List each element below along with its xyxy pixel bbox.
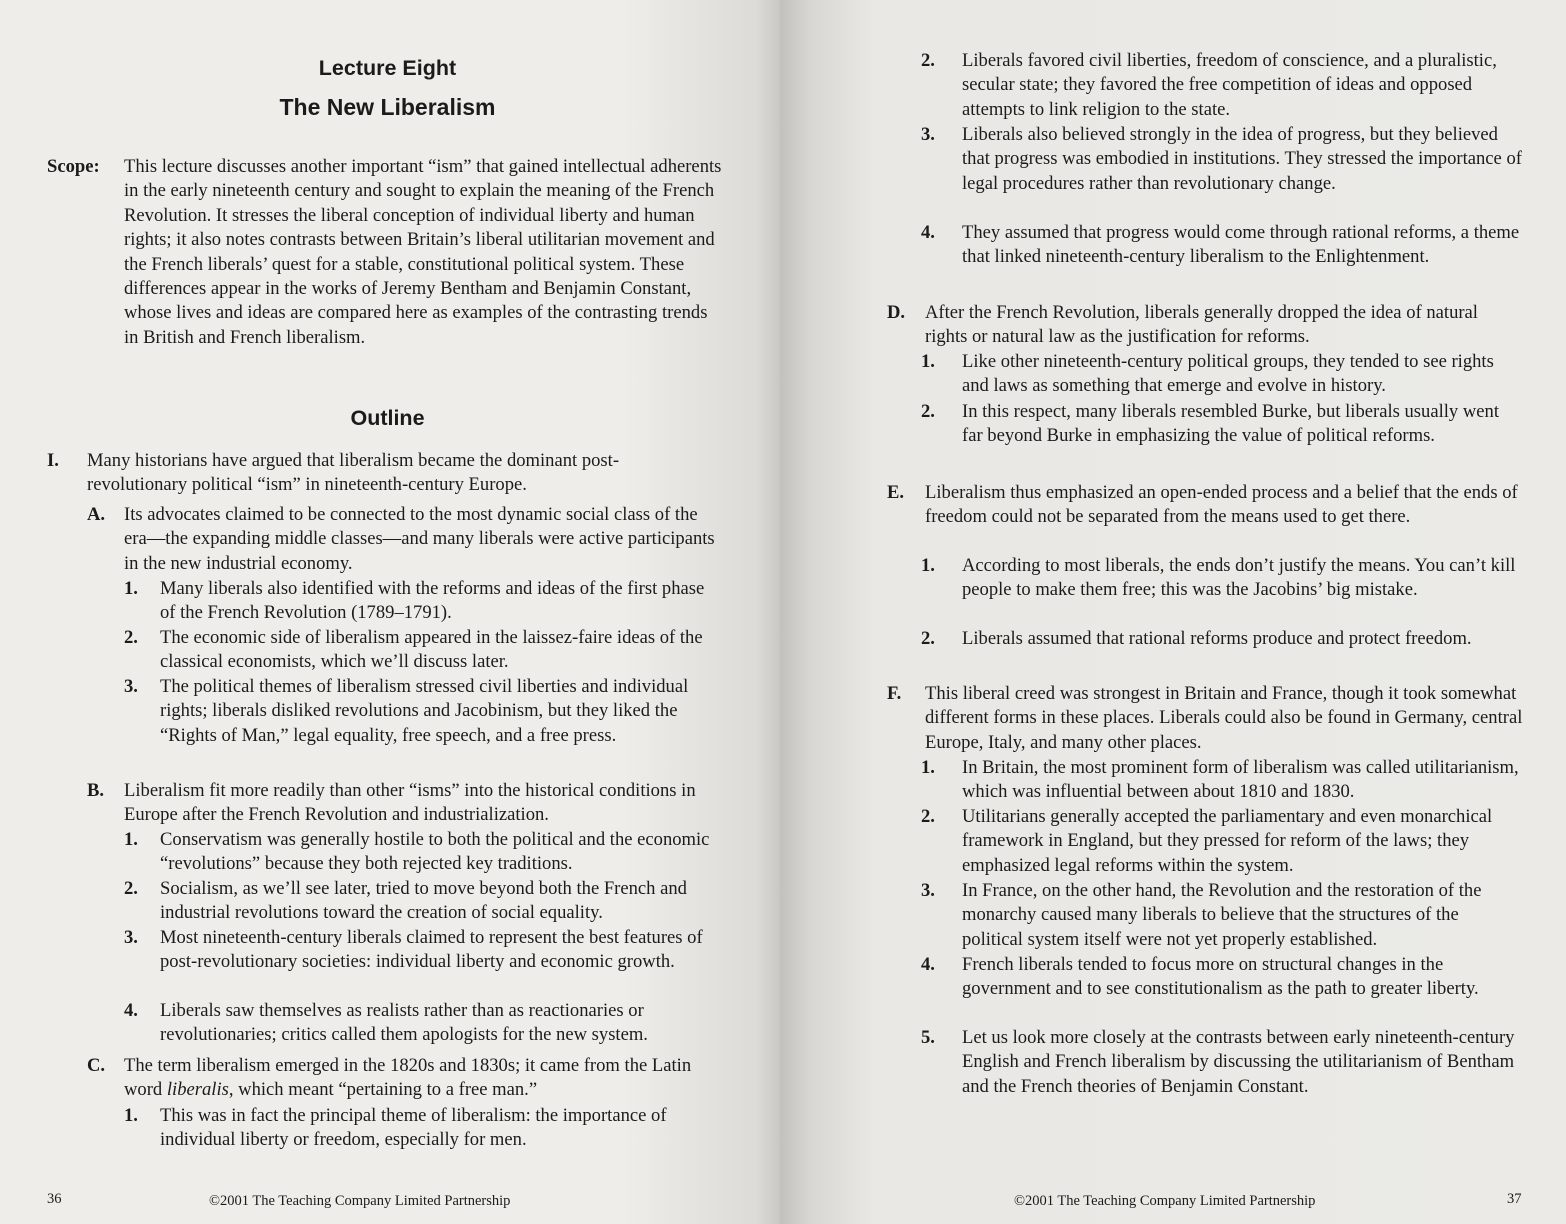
outline-item-text: Its advocates claimed to be connected to the most dynamic social class of the era—the expanding middle classes—and many liberals were active participants in the new industrial economy.	[124, 504, 715, 574]
left-page	[0, 0, 780, 1224]
outline-item-text: Let us look more closely at the contrasts between early nineteenth-century English and French liberalism by discussing the utilitarianism of Bentham and the French theories of Benjamin Constant.	[962, 1027, 1515, 1097]
outline-item-text: In France, on the other hand, the Revolution and the restoration of the monarchy caused many liberals to believe that the structures of the political system itself were not yet properly established.	[962, 880, 1482, 950]
outline-label-number: 2.	[921, 50, 935, 71]
text-segment: The term liberalism emerged in the 1820s and 1830s; it came from the Latin word	[124, 1055, 692, 1101]
outline-item-text: Liberalism thus emphasized an open-ended process and a belief that the ends of freedom could not be separated from the means used to get there.	[925, 482, 1518, 528]
outline-label-number: 3.	[921, 124, 935, 145]
outline-label-letter: F.	[887, 683, 902, 704]
outline-label-number: 1.	[921, 351, 935, 372]
outline-item-text: The economic side of liberalism appeared in the laissez-faire ideas of the classical economists, which we’ll discuss later.	[160, 627, 703, 673]
outline-item-text: Conservatism was generally hostile to both the political and the economic “revolutions” because they both rejected key traditions.	[160, 829, 710, 875]
outline-label-number: 2.	[921, 628, 935, 649]
outline-item-text: Many liberals also identified with the reforms and ideas of the first phase of the French Revolution (1789–1791).	[160, 578, 705, 624]
scope-text: This lecture discusses another important “ism” that gained intellectual adherents in the early nineteenth century and sought to explain the meaning of the French Revolution. It stresses the liberal conception of individual liberty and human rights; it also notes contrasts between Britain’s liberal utilitarian movement and the French liberals’ quest for a stable, constitutional political system. These differences appear in the works of Jeremy Bentham and Benjamin Constant, whose lives and ideas are compared here as examples of the contrasting trends in British and French liberalism.	[124, 156, 722, 348]
outline-label-number: 4.	[124, 1000, 138, 1021]
outline-item-text: Liberals saw themselves as realists rather than as reactionaries or revolutionaries; critics called them apologists for the new system.	[160, 1000, 648, 1046]
outline-item-text: After the French Revolution, liberals generally dropped the idea of natural rights or natural law as the justification for reforms.	[925, 302, 1478, 348]
outline-label-number: 5.	[921, 1027, 935, 1048]
outline-item-text: Liberals favored civil liberties, freedom of conscience, and a pluralistic, secular state; they favored the free competition of ideas and opposed attempts to link religion to the state.	[962, 50, 1497, 120]
outline-item-text: In this respect, many liberals resembled Burke, but liberals usually went far beyond Burke in emphasizing the value of political reforms.	[962, 401, 1500, 447]
lecture-label: Lecture Eight	[318, 56, 457, 80]
outline-label-number: 2.	[921, 806, 935, 827]
outline-label-letter: E.	[887, 482, 905, 503]
outline-label-letter: B.	[87, 780, 105, 801]
outline-label-number: 4.	[921, 954, 935, 975]
outline-label-number: 3.	[124, 927, 138, 948]
outline-label-number: 2.	[124, 627, 138, 648]
outline-item-text: Most nineteenth-century liberals claimed to represent the best features of post-revolutionary societies: individual liberty and economic growth.	[160, 927, 703, 973]
lecture-title: The New Liberalism	[279, 94, 496, 120]
outline-label-number: 2.	[921, 401, 935, 422]
outline-label-number: 4.	[921, 222, 935, 243]
outline-label-letter: D.	[887, 302, 906, 323]
outline-item-text: Socialism, as we’ll see later, tried to move beyond both the French and industrial revolutions toward the creation of social equality.	[160, 878, 687, 924]
outline-item-text: Utilitarians generally accepted the parliamentary and even monarchical framework in England, but they pressed for reform of the laws; they emphasized legal reforms within the system.	[962, 806, 1493, 876]
right-page	[780, 0, 1566, 1224]
outline-item-text: According to most liberals, the ends don’t justify the means. You can’t kill people to make them free; this was the Jacobins’ big mistake.	[962, 555, 1516, 601]
page-number: 37	[1507, 1191, 1522, 1207]
outline-label-number: 1.	[124, 578, 138, 599]
outline-label-letter: A.	[87, 504, 106, 525]
outline-item-text: The political themes of liberalism stressed civil liberties and individual rights; liberals disliked revolutions and Jacobinism, but they liked the “Rights of Man,” legal equality, free speech, and a free press.	[160, 676, 689, 746]
outline-item-text: They assumed that progress would come through rational reforms, a theme that linked nineteenth-century liberalism to the Enlightenment.	[962, 222, 1520, 268]
outline-heading: Outline	[350, 406, 425, 430]
outline-item-text: This was in fact the principal theme of liberalism: the importance of individual liberty or freedom, especially for men.	[160, 1105, 667, 1151]
outline-label-number: 2.	[124, 878, 138, 899]
outline-label-number: 3.	[124, 676, 138, 697]
text-segment: , which meant “pertaining to a free man.”	[228, 1079, 538, 1101]
latin-term: liberalis	[166, 1079, 229, 1101]
outline-label-number: 3.	[921, 880, 935, 901]
outline-label-number: 1.	[921, 555, 935, 576]
page-number: 36	[47, 1191, 62, 1207]
outline-item-text: Liberals assumed that rational reforms produce and protect freedom.	[962, 628, 1472, 649]
outline-item-text: Liberals also believed strongly in the idea of progress, but they believed that progress was embodied in institutions. They stressed the importance of legal procedures rather than revolutionary change.	[962, 124, 1522, 194]
outline-label-number: 1.	[124, 1105, 138, 1126]
outline-item-text: Liberalism fit more readily than other “isms” into the historical conditions in Europe after the French Revolution and industrialization.	[124, 780, 696, 826]
outline-item-text: This liberal creed was strongest in Britain and France, though it took somewhat different forms in these places. Liberals could also be found in Germany, central Europe, Italy, and many other places.	[925, 683, 1523, 753]
outline-label-roman: I.	[47, 450, 59, 471]
page-footer: ©2001 The Teaching Company Limited Partnership	[209, 1193, 511, 1209]
outline-item-text: Many historians have argued that liberalism became the dominant post-revolutionary political “ism” in nineteenth-century Europe.	[87, 450, 620, 496]
scope-label: Scope:	[47, 156, 100, 177]
outline-label-letter: C.	[87, 1055, 106, 1076]
outline-item-text: French liberals tended to focus more on structural changes in the government and to see constitutionalism as the path to greater liberty.	[962, 954, 1479, 1000]
outline-item-text: Like other nineteenth-century political groups, they tended to see rights and laws as something that emerge and evolve in history.	[962, 351, 1494, 397]
outline-label-number: 1.	[921, 757, 935, 778]
outline-item-text: In Britain, the most prominent form of liberalism was called utilitarianism, which was influential between about 1810 and 1830.	[962, 757, 1519, 803]
outline-item-text	[124, 1054, 719, 1103]
outline-label-number: 1.	[124, 829, 138, 850]
page-footer: ©2001 The Teaching Company Limited Partnership	[1014, 1193, 1316, 1209]
